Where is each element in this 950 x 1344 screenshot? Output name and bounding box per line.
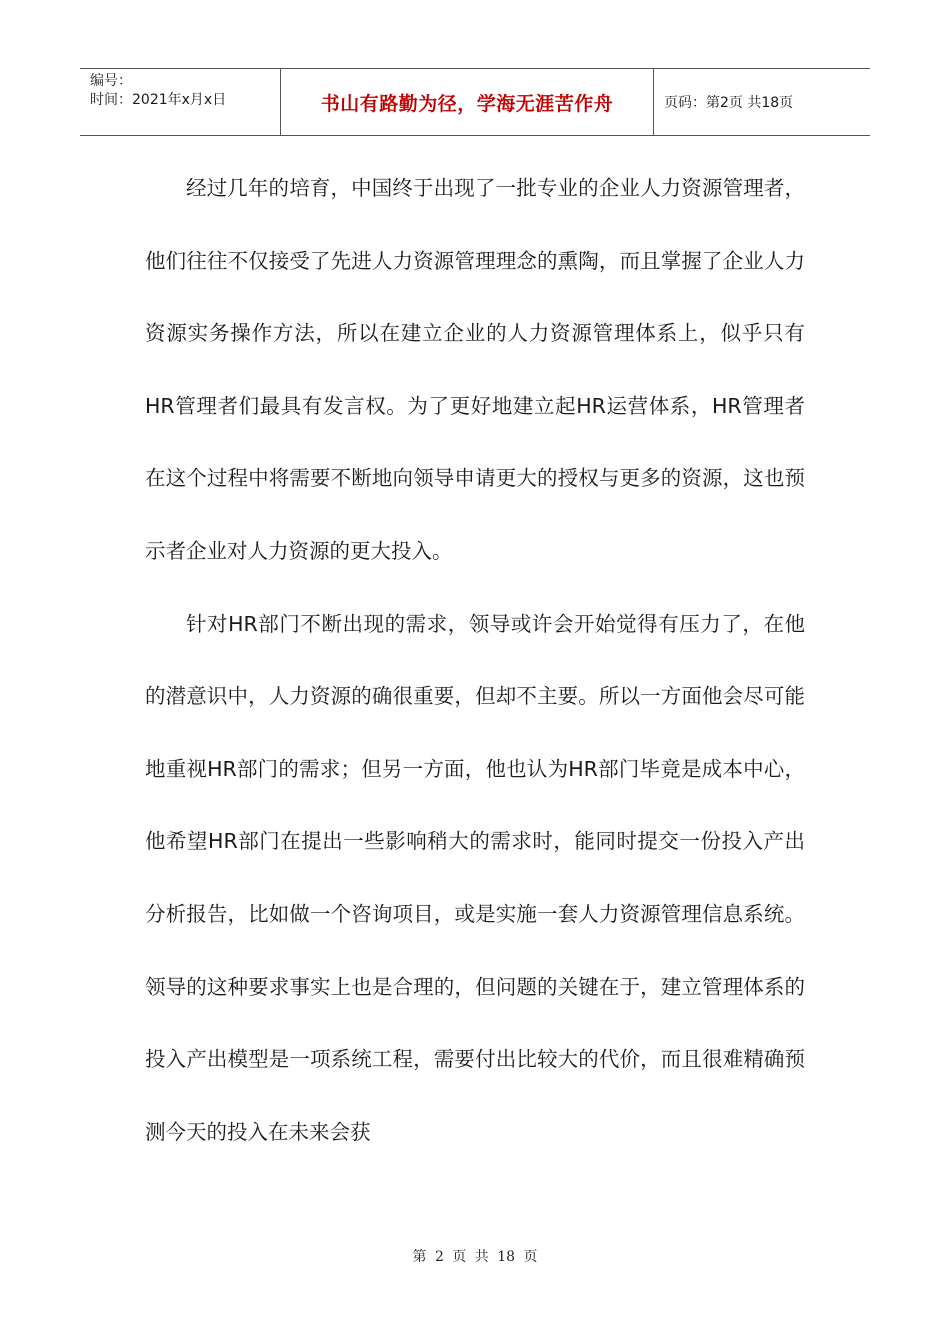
paragraph-1: 经过几年的培育，中国终于出现了一批专业的企业人力资源管理者，他们往往不仅接受了先进人力资源管理理念的熏陶，而且掌握了企业人力资源实务操作方法，所以在建立企业的人力资源管理体系上，似乎只有HR管理者们最具有发言权。为了更好地建立起HR运营体系，HR管理者在这个过程中将需要不断地向领导申请更大的授权与更多的资源，这也预示者企业对人力资源的更大投入。 <box>145 176 805 563</box>
header-motto-cell <box>281 69 654 136</box>
document-body <box>145 152 805 1168</box>
document-number-label: 编号： <box>90 73 132 89</box>
header-page-code: 页码：第2页 共18页 <box>664 95 794 111</box>
header-page-cell <box>654 69 871 136</box>
paragraph-2: 针对HR部门不断出现的需求，领导或许会开始觉得有压力了，在他的潜意识中，人力资源的确很重要，但却不主要。所以一方面他会尽可能地重视HR部门的需求；但另一方面，他也认为HR部门毕竟是成本中心，他希望HR部门在提出一些影响稍大的需求时，能同时提交一份投入产出分析报告，比如做一个咨询项目，或是实施一套人力资源管理信息系统。领导的这种要求事实上也是合理的，但问题的关键在于，建立管理体系的投入产出模型是一项系统工程，需要付出比较大的代价，而且很难精确预测今天的投入在未来会获 <box>145 611 805 1144</box>
header-motto: 书山有路勤为径，学海无涯苦作舟 <box>320 92 614 115</box>
document-header <box>80 68 870 136</box>
page-footer: 第 2 页 共 18 页 <box>412 1249 538 1265</box>
header-meta-cell <box>80 69 281 136</box>
document-date: 时间：2021年x月x日 <box>90 92 227 108</box>
